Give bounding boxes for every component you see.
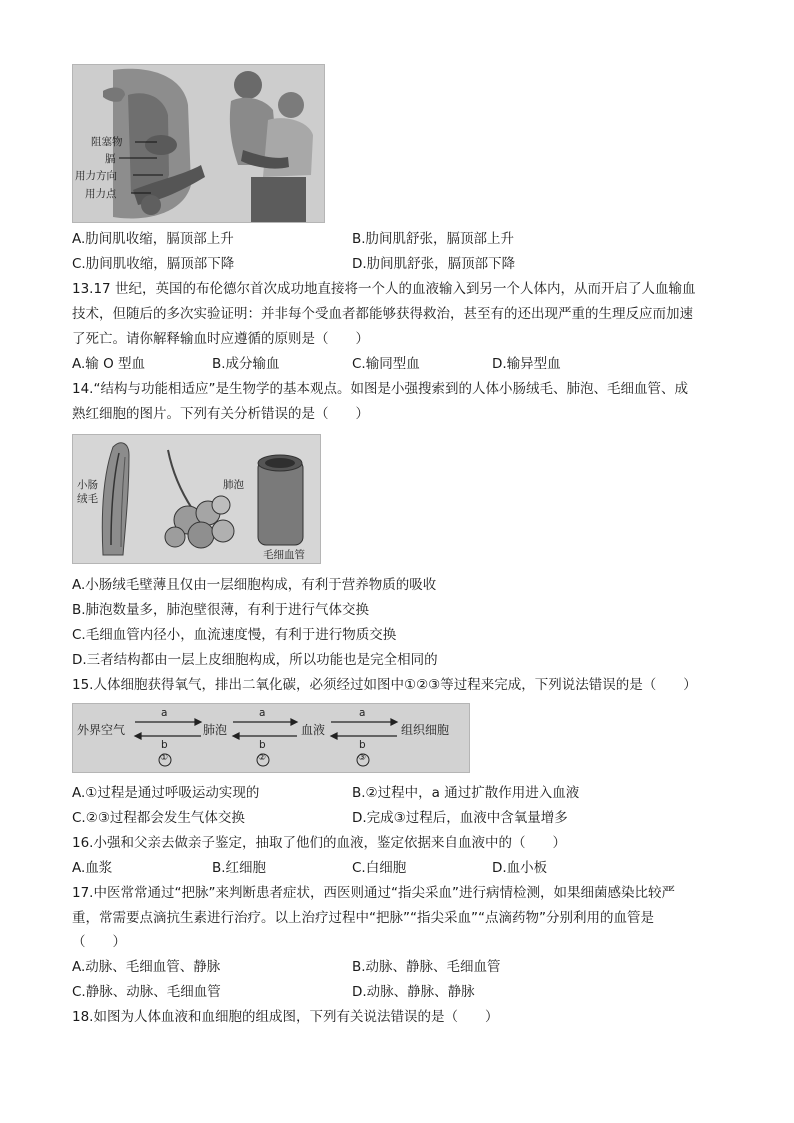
q16-option-a: A.血浆 [72, 860, 113, 876]
label-diaphragm: 膈 [105, 153, 116, 165]
q18-stem-line1: 18.如图为人体血液和血细胞的组成图，下列有关说法错误的是（ ） [72, 1009, 499, 1025]
q15-option-d: D.完成③过程后，血液中含氧量增多 [352, 810, 568, 826]
q17-option-a: A.动脉、毛细血管、静脉 [72, 959, 221, 975]
structure-function-figure [72, 434, 321, 564]
arrow-label-b-1: b [161, 739, 168, 751]
node-blood: 血液 [301, 723, 326, 737]
arrow-label-a-3: a [359, 707, 366, 719]
q15-option-b: B.②过程中，a 通过扩散作用进入血液 [352, 785, 580, 801]
q12-option-c: C.肋间肌收缩，膈顶部下降 [72, 256, 235, 272]
q16-option-d: D.血小板 [492, 860, 548, 876]
node-tissue-cells: 组织细胞 [401, 723, 450, 737]
step-1: ① [160, 753, 169, 763]
q13-option-d: D.输异型血 [492, 356, 561, 372]
q13-option-a: A.输 O 型血 [72, 356, 145, 372]
label-alveoli: 肺泡 [223, 479, 244, 491]
q17-option-c: C.静脉、动脉、毛细血管 [72, 984, 221, 1000]
q14-option-c: C.毛细血管内径小，血流速度慢，有利于进行物质交换 [72, 627, 397, 643]
arrow-label-b-2: b [259, 739, 266, 751]
q14-option-b: B.肺泡数量多，肺泡壁很薄，有利于进行气体交换 [72, 602, 370, 618]
q12-option-a: A.肋间肌收缩，膈顶部上升 [72, 231, 234, 247]
q15-option-c: C.②③过程都会发生气体交换 [72, 810, 245, 826]
step-3: ③ [358, 753, 367, 763]
villus-alveoli-capillary-illustration [73, 435, 320, 563]
label-force-direction: 用力方向 [75, 170, 117, 182]
gas-exchange-arrows [73, 704, 469, 772]
arrow-label-b-3: b [359, 739, 366, 751]
arrow-label-a-2: a [259, 707, 266, 719]
arrow-label-a-1: a [161, 707, 168, 719]
label-force-point: 用力点 [85, 188, 117, 200]
q17-stem-line3: （ ） [72, 934, 126, 950]
q14-option-d: D.三者结构都由一层上皮细胞构成，所以功能也是完全相同的 [72, 652, 438, 668]
q14-option-a: A.小肠绒毛壁薄且仅由一层细胞构成，有利于营养物质的吸收 [72, 577, 437, 593]
label-capillary: 毛细血管 [263, 549, 305, 561]
node-outside-air: 外界空气 [77, 723, 126, 737]
gas-exchange-diagram [72, 703, 470, 773]
q13-stem-line1: 13.17 世纪，英国的布伦德尔首次成功地直接将一个人的血液输入到另一个人体内，从而开启了人血输血 [72, 281, 696, 297]
q16-option-b: B.红细胞 [212, 860, 267, 876]
q16-stem-line1: 16.小强和父亲去做亲子鉴定，抽取了他们的血液，鉴定依据来自血液中的（ ） [72, 835, 566, 851]
node-alveoli: 肺泡 [203, 723, 228, 737]
label-obstruction: 阻塞物 [91, 136, 123, 148]
q13-option-b: B.成分输血 [212, 356, 280, 372]
step-2: ② [258, 753, 267, 763]
q14-stem-line1: 14.“结构与功能相适应”是生物学的基本观点。如图是小强搜索到的人体小肠绒毛、肺泡、毛细血管、成 [72, 381, 688, 397]
q17-option-b: B.动脉、静脉、毛细血管 [352, 959, 501, 975]
q14-stem-line2: 熟红细胞的图片。下列有关分析错误的是（ ） [72, 406, 369, 422]
q13-option-c: C.输同型血 [352, 356, 420, 372]
q12-option-b: B.肋间肌舒张，膈顶部上升 [352, 231, 515, 247]
q12-option-d: D.肋间肌舒张，膈顶部下降 [352, 256, 516, 272]
q15-option-a: A.①过程是通过呼吸运动实现的 [72, 785, 260, 801]
q17-option-d: D.动脉、静脉、静脉 [352, 984, 475, 1000]
q13-stem-line3: 了死亡。请你解释输血时应遵循的原则是（ ） [72, 331, 369, 347]
q13-stem-line2: 技术，但随后的多次实验证明：并非每个受血者都能够获得救治，甚至有的还出现严重的生理反应而加速 [72, 306, 693, 322]
q17-stem-line2: 重，常需要点滴抗生素进行治疗。以上治疗过程中“把脉”“指尖采血”“点滴药物”分别利用的血管是 [72, 910, 654, 926]
label-small-intestine: 小肠 [77, 479, 98, 491]
label-villus: 绒毛 [77, 493, 98, 505]
q17-stem-line1: 17.中医常常通过“把脉”来判断患者症状，西医则通过“指尖采血”进行病情检测，如果细菌感染比较严 [72, 885, 675, 901]
heimlich-figure [72, 64, 325, 223]
q15-stem-line1: 15.人体细胞获得氧气，排出二氧化碳，必须经过如图中①②③等过程来完成，下列说法错误的是（ ） [72, 677, 697, 693]
q16-option-c: C.白细胞 [352, 860, 407, 876]
